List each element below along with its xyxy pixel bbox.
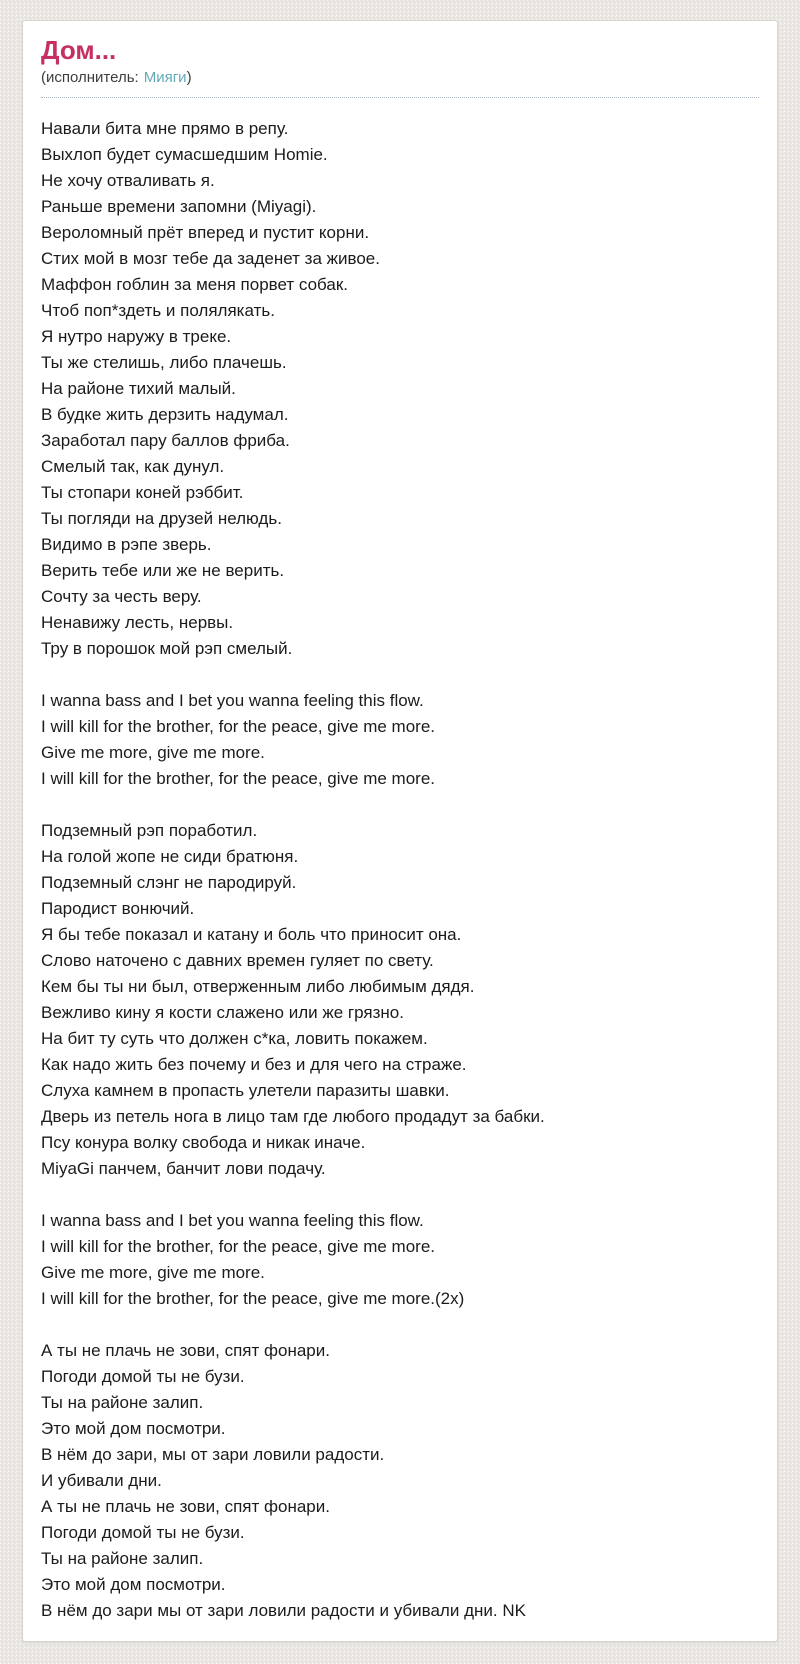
lyric-line: Ты на районе залип. (41, 1393, 204, 1412)
lyric-line: Сочту за честь веру. (41, 587, 202, 606)
lyric-line: I will kill for the brother, for the peace, give me more. (41, 1237, 436, 1256)
lyric-line: Ты на районе залип. (41, 1549, 204, 1568)
lyric-line: Пародист вонючий. (41, 899, 195, 918)
lyric-line: I will kill for the brother, for the peace, give me more. (41, 769, 436, 788)
lyric-line: Слуха камнем в пропасть улетели паразиты шавки. (41, 1081, 450, 1100)
lyric-line: На районе тихий малый. (41, 379, 236, 398)
lyric-line: Стих мой в мозг тебе да заденет за живое. (41, 249, 380, 268)
lyric-line: Раньше времени запомни (Miyagi). (41, 197, 317, 216)
lyric-line: Погоди домой ты не бузи. (41, 1523, 245, 1542)
lyric-line: Give me more, give me more. (41, 1263, 265, 1282)
lyric-line: Подземный слэнг не пародируй. (41, 873, 297, 892)
lyric-line: Это мой дом посмотри. (41, 1419, 226, 1438)
lyric-line: I will kill for the brother, for the peace, give me more.(2x) (41, 1289, 465, 1308)
lyric-line: На голой жопе не сиди братюня. (41, 847, 299, 866)
lyrics-card (22, 20, 778, 1642)
lyric-line: Я нутро наружу в треке. (41, 327, 232, 346)
lyric-line: I will kill for the brother, for the peace, give me more. (41, 717, 436, 736)
song-header (41, 35, 759, 98)
lyric-line: Чтоб поп*здеть и полялякать. (41, 301, 275, 320)
lyrics-text (41, 116, 759, 1624)
lyric-line: MiyaGi панчем, банчит лови подачу. (41, 1159, 326, 1178)
lyric-line: А ты не плачь не зови, спят фонари. (41, 1497, 330, 1516)
lyric-line: Ты стопари коней рэббит. (41, 483, 244, 502)
lyric-line: I wanna bass and I bet you wanna feeling this flow. (41, 691, 424, 710)
lyric-line: Ты же стелишь, либо плачешь. (41, 353, 287, 372)
lyric-line: Погоди домой ты не бузи. (41, 1367, 245, 1386)
lyric-line: В нём до зари, мы от зари ловили радости. (41, 1445, 385, 1464)
lyric-line: Ненавижу лесть, нервы. (41, 613, 234, 632)
lyric-line: Ты погляди на друзей нелюдь. (41, 509, 282, 528)
lyric-line: На бит ту суть что должен с*ка, ловить покажем. (41, 1029, 428, 1048)
lyric-line: Тру в порошок мой рэп смелый. (41, 639, 293, 658)
lyric-line: Подземный рэп поработил. (41, 821, 258, 840)
lyric-line (41, 1182, 759, 1208)
lyric-line: Слово наточено с давних времен гуляет по свету. (41, 951, 434, 970)
lyric-line: И убивали дни. (41, 1471, 162, 1490)
artist-link[interactable]: Мияги (143, 69, 187, 86)
lyric-line: А ты не плачь не зови, спят фонари. (41, 1341, 330, 1360)
lyric-line (41, 1312, 759, 1338)
lyric-line: Я бы тебе показал и катану и боль что приносит она. (41, 925, 462, 944)
lyric-line: Смелый так, как дунул. (41, 457, 225, 476)
lyric-line: Give me more, give me more. (41, 743, 265, 762)
lyric-line: Видимо в рэпе зверь. (41, 535, 212, 554)
lyric-line: Не хочу отваливать я. (41, 171, 215, 190)
lyric-line: В нём до зари мы от зари ловили радости и убивали дни. NK (41, 1601, 526, 1620)
lyric-line: Это мой дом посмотри. (41, 1575, 226, 1594)
lyric-line: Вежливо кину я кости слажено или же грязно. (41, 1003, 404, 1022)
lyric-line: Маффон гоблин за меня порвет собак. (41, 275, 349, 294)
lyric-line: Кем бы ты ни был, отверженным либо любимым дядя. (41, 977, 475, 996)
lyric-line: Заработал пару баллов фриба. (41, 431, 290, 450)
artist-label-suffix: ) (186, 69, 192, 86)
lyric-line: Вероломный прёт вперед и пустит корни. (41, 223, 370, 242)
lyric-line: Дверь из петель нога в лицо там где любого продадут за бабки. (41, 1107, 545, 1126)
lyric-line (41, 792, 759, 818)
artist-line (41, 68, 759, 88)
lyric-line: Навали бита мне прямо в репу. (41, 119, 289, 138)
lyric-line: Выхлоп будет сумасшедшим Homie. (41, 145, 328, 164)
lyric-line: I wanna bass and I bet you wanna feeling this flow. (41, 1211, 424, 1230)
artist-label-prefix: (исполнитель: (41, 69, 139, 86)
lyric-line: Как надо жить без почему и без и для чего на страже. (41, 1055, 467, 1074)
lyric-line: Псу конура волку свобода и никак иначе. (41, 1133, 366, 1152)
page-title: Дом... (41, 35, 117, 65)
lyric-line (41, 662, 759, 688)
lyric-line: Верить тебе или же не верить. (41, 561, 285, 580)
lyric-line: В будке жить дерзить надумал. (41, 405, 289, 424)
